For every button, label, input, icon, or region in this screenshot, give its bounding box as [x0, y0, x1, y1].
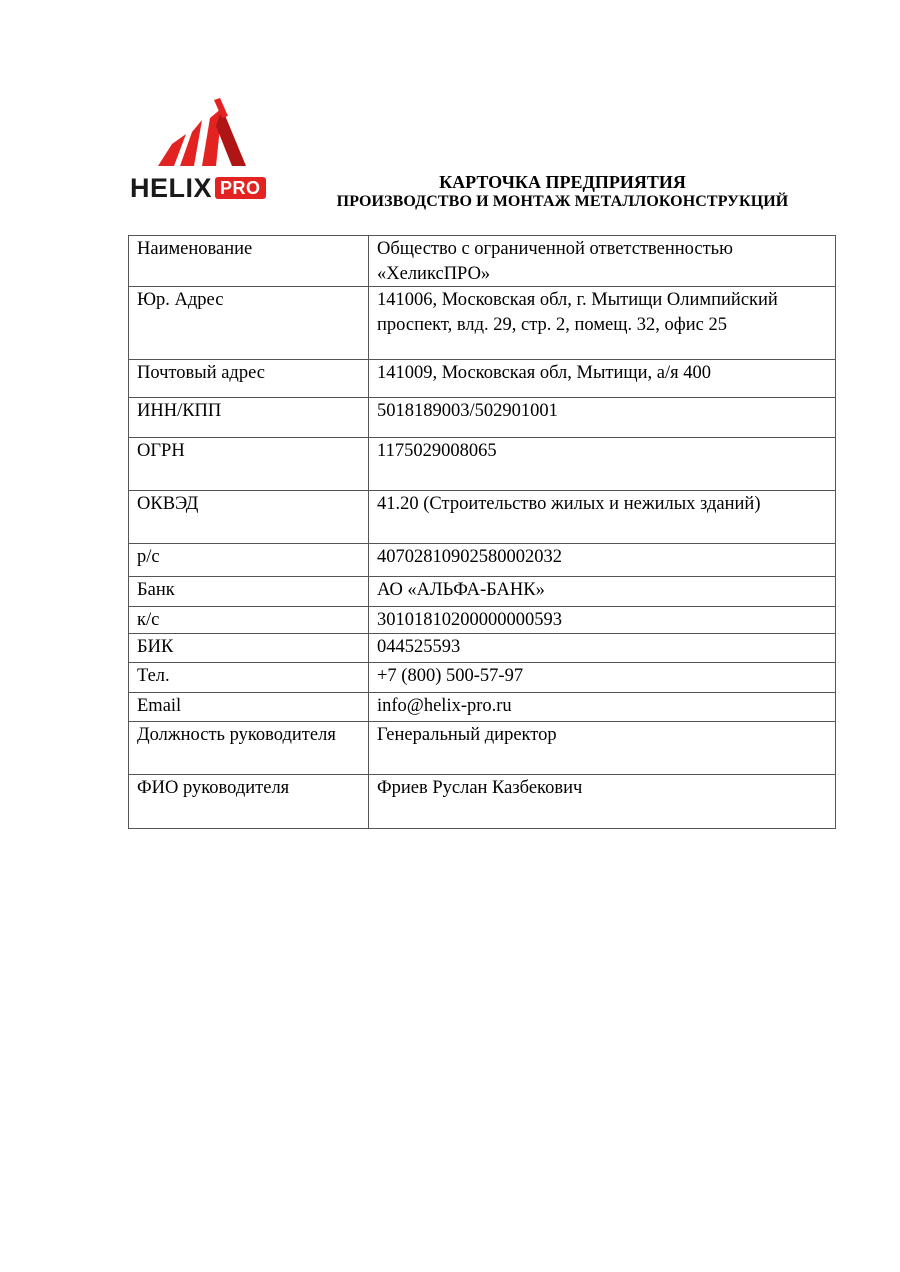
table-row — [129, 577, 836, 607]
table-row — [129, 287, 836, 360]
document-title: КАРТОЧКА ПРЕДПРИЯТИЯ — [439, 172, 686, 192]
table-row — [129, 491, 836, 544]
row-value: 044525593 — [369, 633, 836, 662]
row-label: Тел. — [129, 662, 369, 692]
logo-mark-icon — [128, 96, 278, 176]
company-logo — [128, 96, 278, 206]
table-row — [129, 544, 836, 577]
table-row — [129, 236, 836, 287]
row-label: ОКВЭД — [129, 491, 369, 544]
table-row — [129, 607, 836, 634]
row-value: Фриев Руслан Казбекович — [369, 774, 836, 828]
row-label: ИНН/КПП — [129, 398, 369, 438]
company-details-table — [128, 235, 836, 829]
row-label: Почтовый адрес — [129, 360, 369, 398]
table-row — [129, 774, 836, 828]
row-value: +7 (800) 500-57-97 — [369, 662, 836, 692]
row-value: 41.20 (Строительство жилых и нежилых зданий) — [369, 491, 836, 544]
table-row — [129, 633, 836, 662]
logo-brand-text: HELIX — [130, 173, 213, 203]
document-heading — [300, 172, 825, 212]
row-label: ОГРН — [129, 438, 369, 491]
row-label: р/с — [129, 544, 369, 577]
document-subtitle: ПРОИЗВОДСТВО И МОНТАЖ МЕТАЛЛОКОНСТРУКЦИЙ — [336, 193, 789, 210]
row-label: Юр. Адрес — [129, 287, 369, 360]
row-label: Должность руководителя — [129, 721, 369, 774]
row-label: ФИО руководителя — [129, 774, 369, 828]
row-value: 40702810902580002032 — [369, 544, 836, 577]
row-label: БИК — [129, 633, 369, 662]
table-row — [129, 360, 836, 398]
logo-wordmark — [130, 174, 266, 202]
row-value: info@helix-pro.ru — [369, 692, 836, 721]
row-value: 1175029008065 — [369, 438, 836, 491]
row-value: 30101810200000000593 — [369, 607, 836, 634]
logo-pro-badge: PRO — [215, 177, 266, 199]
row-label: Банк — [129, 577, 369, 607]
row-label: Наименование — [129, 236, 369, 287]
row-label: к/с — [129, 607, 369, 634]
table-row — [129, 692, 836, 721]
table-row — [129, 398, 836, 438]
row-label: Email — [129, 692, 369, 721]
table-row — [129, 438, 836, 491]
row-value: 5018189003/502901001 — [369, 398, 836, 438]
table-row — [129, 662, 836, 692]
row-value: 141009, Московская обл, Мытищи, а/я 400 — [369, 360, 836, 398]
row-value: Генеральный директор — [369, 721, 836, 774]
row-value: Общество с ограниченной ответственностью «ХеликсПРО» — [369, 236, 836, 287]
row-value: 141006, Московская обл, г. Мытищи Олимпийский проспект, влд. 29, стр. 2, помещ. 32, офис 25 — [369, 287, 836, 360]
table-row — [129, 721, 836, 774]
row-value: АО «АЛЬФА-БАНК» — [369, 577, 836, 607]
